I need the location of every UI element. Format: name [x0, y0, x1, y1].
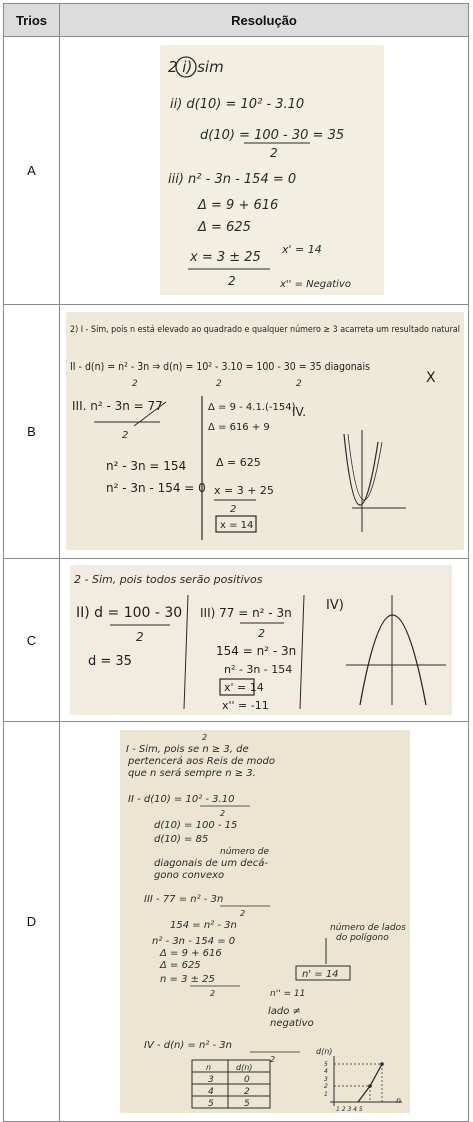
hw-a-10: x'' = Negativo — [280, 279, 351, 290]
row-label-b: B — [4, 305, 60, 559]
hw-b-7: n² - 3n = 154 — [106, 459, 187, 473]
resolution-cell-d — [60, 722, 469, 1122]
row-label-d: D — [4, 722, 60, 1122]
handwriting-c — [70, 565, 452, 715]
hw-d-25: IV - d(n) = n² - 3n — [144, 1040, 232, 1051]
handwritten-page-b — [66, 312, 464, 550]
hw-c-9: x'' = -11 — [222, 699, 269, 712]
hw-d-27: d(n) — [316, 1047, 333, 1056]
hw-c-7: n² - 3n - 154 — [224, 663, 293, 676]
hw-c-5: 2 — [258, 627, 265, 640]
hw-d-16: Δ = 625 — [160, 960, 201, 971]
hw-a-8: 2 — [228, 274, 236, 288]
hw-c-2: 2 — [136, 630, 144, 644]
hw-c-0: 2 - Sim, pois todos serão positivos — [74, 573, 263, 586]
hw-d-9: diagonais de um decá- — [154, 858, 269, 869]
hw-a-3: 2 — [270, 146, 278, 160]
table-row — [4, 722, 469, 1122]
table-row — [4, 305, 469, 559]
hw-b-5: III. n² - 3n = 77 — [72, 399, 163, 413]
hw-d-11: III - 77 = n² - 3n — [144, 894, 224, 905]
hw-d-24: negativo — [270, 1018, 314, 1029]
hw-d-40: 3 — [324, 1076, 328, 1083]
hw-d-39: 4 — [324, 1068, 328, 1075]
hw-d-1: I - Sim, pois se n ≥ 3, de — [126, 744, 249, 755]
hw-d-21: n' = 14 — [302, 969, 339, 980]
table-row — [4, 559, 469, 722]
hw-d-35: 5 — [208, 1099, 214, 1109]
hw-b-15: IV. — [292, 405, 307, 419]
hw-a-2: d(10) = 100 - 30 = 35 — [200, 128, 345, 143]
hw-d-32: 0 — [244, 1075, 250, 1085]
row-label-a: A — [4, 37, 60, 305]
hw-d-31: 3 — [208, 1075, 214, 1085]
hw-a-4: iii) n² - 3n - 154 = 0 — [168, 172, 297, 187]
hw-d-34: 2 — [244, 1087, 250, 1097]
resolution-cell-b — [60, 305, 469, 559]
hw-a-9: x' = 14 — [282, 243, 322, 256]
hw-d-37: 1 2 3 4 5 — [336, 1106, 363, 1113]
hw-d-29: n — [206, 1063, 212, 1072]
hw-d-17: número de lados — [330, 923, 406, 933]
resolution-table — [3, 3, 469, 1122]
hw-d-0: 2 — [202, 733, 208, 742]
table-row — [4, 37, 469, 305]
row-label-c: C — [4, 559, 60, 722]
hw-d-42: 1 — [324, 1091, 328, 1098]
hw-b-13: 2 — [230, 504, 237, 515]
hw-d-18: do polígono — [336, 933, 389, 943]
hw-b-3: 2 — [216, 379, 222, 389]
hw-d-33: 4 — [208, 1087, 214, 1097]
hw-b-10: Δ = 616 + 9 — [208, 422, 270, 433]
handwriting-b — [66, 312, 464, 550]
hw-d-10: gono convexo — [154, 870, 225, 881]
hw-d-36: 5 — [244, 1099, 250, 1109]
hw-b-14: x = 14 — [220, 520, 254, 531]
handwritten-page-d — [120, 730, 410, 1113]
hw-a-1: ii) d(10) = 10² - 3.10 — [170, 97, 305, 112]
hw-b-9: Δ = 9 - 4.1.(-154) — [208, 402, 296, 413]
hw-c-8: x' = 14 — [224, 681, 264, 694]
hw-d-6: d(10) = 100 - 15 — [154, 820, 238, 831]
hw-b-4: 2 — [296, 379, 302, 389]
header-resolucao: Resolução — [60, 4, 469, 37]
handwritten-page-a — [160, 45, 384, 295]
hw-d-38: 5 — [324, 1061, 328, 1068]
hw-d-13: 154 = n² - 3n — [170, 920, 237, 931]
hw-b-16: X — [426, 370, 436, 386]
handwriting-d — [120, 730, 410, 1113]
hw-d-14: n² - 3n - 154 = 0 — [152, 936, 236, 947]
resolution-cell-c — [60, 559, 469, 722]
hw-a-5: Δ = 9 + 616 — [198, 198, 279, 213]
header-trios: Trios — [4, 4, 60, 37]
hw-d-7: d(10) = 85 — [154, 834, 209, 845]
hw-d-28: n — [396, 1096, 402, 1105]
hw-d-20: 2 — [210, 989, 216, 998]
hw-c-10: IV) — [326, 598, 344, 613]
hw-d-3: que n será sempre n ≥ 3. — [128, 768, 256, 779]
hw-a-7: x = 3 ± 25 — [190, 250, 261, 265]
hw-d-8: número de — [220, 847, 270, 857]
hw-c-3: d = 35 — [88, 654, 132, 669]
hw-c-6: 154 = n² - 3n — [216, 644, 297, 658]
table-header-row — [4, 4, 469, 37]
handwritten-page-c — [70, 565, 452, 715]
hw-d-12: 2 — [240, 909, 246, 918]
hw-d-26: 2 — [270, 1055, 276, 1064]
hw-d-2: pertencerá aos Reis de modo — [128, 756, 275, 767]
hw-c-1: II) d = 100 - 30 — [76, 605, 183, 621]
hw-d-15: Δ = 9 + 616 — [160, 948, 222, 959]
hw-d-22: n'' = 11 — [270, 989, 306, 999]
hw-b-6: 2 — [122, 430, 129, 441]
hw-d-5: 2 — [220, 809, 226, 818]
hw-b-12: x = 3 + 25 — [214, 484, 274, 497]
hw-d-23: lado ≠ — [268, 1006, 301, 1017]
hw-a-0: 2 i) sim — [168, 58, 224, 76]
hw-b-8: n² - 3n - 154 = 0 — [106, 481, 206, 495]
hw-b-1: II - d(n) = n² - 3n ⇒ d(n) = 10² - 3.10 = 100 - 30 = 35 diagonais — [70, 360, 371, 373]
resolution-cell-a — [60, 37, 469, 305]
hw-b-11: Δ = 625 — [216, 456, 261, 469]
hw-b-2: 2 — [132, 379, 138, 389]
hw-c-4: III) 77 = n² - 3n — [200, 606, 292, 620]
hw-b-0: 2) I - Sim, pois n está elevado ao quadrado e qualquer número ≥ 3 acarreta um resultado natural — [70, 325, 460, 335]
hw-d-41: 2 — [324, 1083, 328, 1090]
handwriting-a — [160, 45, 384, 295]
hw-d-30: d(n) — [236, 1063, 253, 1072]
hw-a-6: Δ = 625 — [198, 220, 251, 235]
hw-d-4: II - d(10) = 10² - 3.10 — [128, 794, 235, 805]
hw-d-19: n = 3 ± 25 — [160, 974, 215, 985]
